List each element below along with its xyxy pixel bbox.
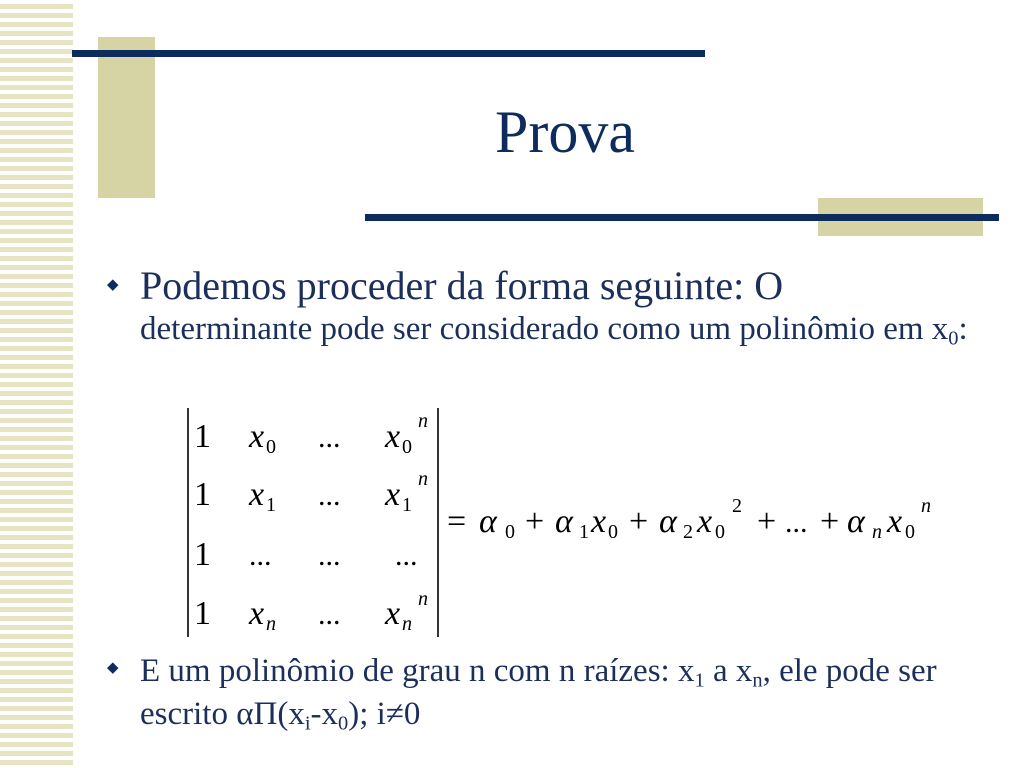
matrix-cell-sub: n — [266, 613, 276, 635]
rhs-sub: n — [872, 521, 882, 543]
matrix-cell-sub: 0 — [266, 436, 276, 458]
matrix-cell-sub: n — [402, 613, 412, 635]
matrix-cell: x — [385, 418, 401, 455]
matrix-cell: ... — [318, 479, 341, 512]
bullet-1-lead: Podemos proceder da forma seguinte: O — [140, 263, 784, 308]
rhs-alpha: α — [555, 503, 573, 540]
rhs-plus: + — [525, 503, 545, 540]
matrix-cell-sup: n — [418, 468, 428, 490]
matrix-cell-sub: 0 — [402, 436, 412, 458]
bullet-text-1 — [140, 263, 1000, 350]
slide-title: Prova — [495, 99, 635, 165]
rhs-sub: 1 — [579, 521, 589, 543]
matrix-cell: x — [249, 418, 265, 455]
matrix-cell-sub: 1 — [402, 494, 412, 516]
rhs-sub: 0 — [505, 521, 515, 543]
rhs-alpha: α — [659, 503, 677, 540]
matrix-cell: 1 — [194, 595, 211, 632]
rhs-sup: n — [921, 495, 931, 517]
determinant-equation-svg — [175, 400, 955, 645]
matrix-cell: ... — [318, 421, 341, 454]
rhs-x: x — [591, 503, 607, 540]
matrix-cell: x — [249, 595, 265, 632]
rhs-sup: 2 — [732, 495, 742, 517]
rhs-sub: 0 — [905, 521, 915, 543]
rhs-plus: + — [757, 503, 777, 540]
rhs-plus: + — [820, 503, 840, 540]
rhs-sub: 0 — [608, 521, 618, 543]
matrix-cell-sup: n — [418, 410, 428, 432]
matrix-cell-sub: 1 — [266, 494, 276, 516]
matrix-cell: ... — [395, 539, 418, 572]
rhs-plus: + — [629, 503, 649, 540]
rhs-x: x — [887, 503, 903, 540]
matrix-cell: ... — [318, 598, 341, 631]
equals-sign: = — [447, 503, 467, 540]
matrix-cell: 1 — [194, 536, 211, 573]
bullet-1-rest: determinante pode ser considerado como um polinômio em $x_0$: — [140, 311, 968, 350]
matrix-cell: x — [385, 595, 401, 632]
rhs-alpha: α — [847, 503, 865, 540]
rhs-dots: ... — [785, 506, 808, 539]
bullet-text-2: E um polinômio de grau n com n raízes: $x_1$ a $x_n$, ele pode ser escrito $\alpha\Pi(x_i-x_0)$; i≠0 — [140, 653, 937, 735]
matrix-cell: x — [249, 476, 265, 513]
decorative-rule-bottom — [365, 214, 999, 221]
decorative-rule-top — [72, 50, 705, 57]
matrix-cell: x — [385, 476, 401, 513]
rhs-sub: 0 — [715, 521, 725, 543]
rhs-sub: 2 — [683, 521, 693, 543]
bullet-diamond-icon: ◆ — [107, 660, 119, 676]
matrix-cell: 1 — [194, 418, 211, 455]
determinant-equation — [175, 400, 955, 645]
rhs-x: x — [697, 503, 713, 540]
rhs-alpha: α — [479, 503, 497, 540]
matrix-cell-sup: n — [418, 588, 428, 610]
matrix-cell: 1 — [194, 476, 211, 513]
bullet-diamond-icon: ◆ — [107, 277, 119, 293]
matrix-cell: ... — [249, 539, 272, 572]
matrix-cell: ... — [318, 539, 341, 572]
